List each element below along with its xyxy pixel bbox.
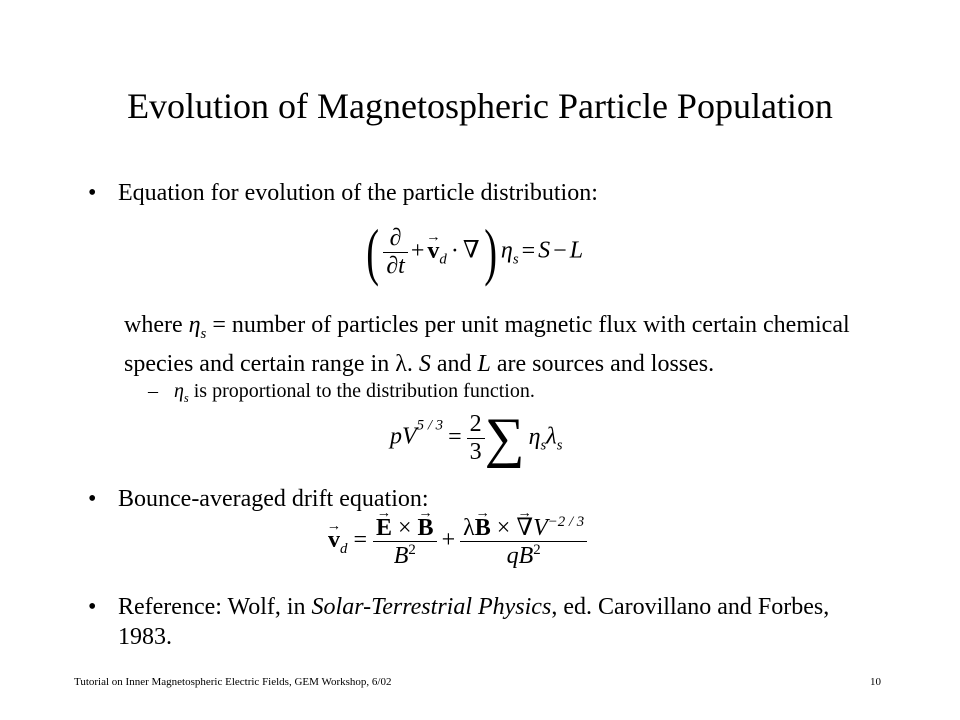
minus-sign: − [553, 237, 567, 264]
equals-sign: = [353, 527, 367, 554]
drift-velocity: → v [328, 527, 340, 554]
exponent: 5 / 3 [416, 417, 444, 434]
equals-sign: = [448, 423, 462, 450]
reference-text: Reference: Wolf, in Solar-Terrestrial Physics, ed. Carovillano and Forbes, 1983. [118, 594, 830, 650]
footer-caption: Tutorial on Inner Magnetospheric Electric Fields, GEM Workshop, 6/02 [74, 676, 392, 688]
where-paragraph: where $\eta_s$ = number of particles per unit magnetic flux with certain chemical species and certain range in λ. S and L are sources and losses. [124, 312, 850, 377]
bullet-point: • [88, 594, 97, 620]
sub-bullet-eta: – $\eta_s$ is proportional to the distribution function. [148, 380, 535, 405]
source-term: S [538, 237, 551, 264]
eta-symbol: η [500, 237, 513, 264]
subscript-d: d [439, 251, 447, 268]
bullet-text: Bounce-averaged drift equation: [118, 486, 429, 512]
nabla-symbol: ∇ [462, 237, 480, 264]
bullet-reference [88, 592, 878, 652]
dot-operator: · [450, 237, 459, 264]
summation-symbol: ∑ [484, 407, 525, 469]
bullet-text: Equation for evolution of the particle distribution: [118, 180, 598, 206]
drift-velocity: → v [427, 238, 439, 265]
bullet-equation-intro [88, 178, 598, 208]
page-title: Evolution of Magnetospheric Particle Population [127, 86, 833, 126]
right-paren: ) [483, 216, 497, 287]
left-paren: ( [366, 216, 380, 287]
pressure-equation: $pV^{5 / 3}$ = $\frac{2}{3}$ ∑ $\eta_s\lambda_s$ [390, 407, 563, 469]
eta-symbol: η [528, 423, 541, 450]
dash-marker: – [148, 380, 158, 402]
subscript-s: s [512, 251, 519, 268]
drift-equation: → $v_d$ = → $\frac{E \times \to B}{B^2}$ + $\frac{\lambda\to B \times \to \nabla V^{-2 / 3}}{qB^2}$ [328, 514, 587, 570]
lambda-symbol: λ [546, 423, 557, 450]
plus-sign: + [410, 237, 425, 264]
bullet-point: • [88, 486, 97, 512]
partial-derivative: $\frac{\partial}{\partial t}$ [383, 225, 408, 279]
pV-term: pV [390, 423, 417, 450]
equals-sign: = [521, 237, 536, 264]
loss-term: L [569, 237, 584, 264]
gradient-fraction: $\frac{\lambda\to B \times \to \nabla V^{-2 / 3}}{qB^2}$ [460, 514, 587, 570]
bullet-point: • [88, 180, 97, 206]
fraction-two-thirds: $\frac{2}{3}$ [467, 411, 485, 465]
page-number: 10 [870, 676, 881, 688]
evolution-equation [362, 216, 584, 287]
exb-fraction: → $\frac{E \times \to B}{B^2}$ [373, 515, 437, 570]
plus-sign: + [441, 527, 456, 554]
